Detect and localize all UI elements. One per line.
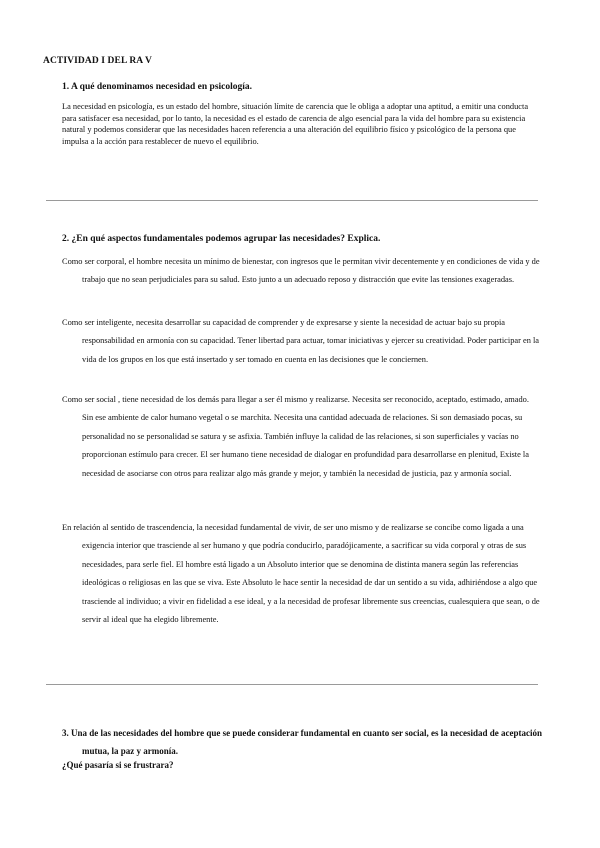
answer-2-social: [62, 391, 542, 483]
divider: [46, 200, 538, 201]
question-1: 1. A qué denominamos necesidad en psicología.: [62, 82, 253, 92]
question-3-followup: ¿Qué pasaría si se frustrara?: [62, 760, 174, 770]
divider: [46, 684, 538, 685]
question-2: 2. ¿En qué aspectos fundamentales podemos agrupar las necesidades? Explica.: [62, 234, 381, 244]
paragraph: Como ser inteligente, necesita desarrollar su capacidad de comprender y de expresarse y siente la necesidad de actuar bajo su propia responsabilidad en armonía con su capacidad. Tener libertad para actuar, tomar iniciativas y ejercer su creatividad. Poder participar en la vida de los grupos en los que está insertado y ser tomado en cuenta en las decisiones que le conciernen.: [62, 318, 540, 364]
page-title: ACTIVIDAD I DEL RA V: [43, 56, 152, 66]
paragraph: Como ser corporal, el hombre necesita un mínimo de bienestar, con ingresos que le permitan vivir decentemente y en condiciones de vida y de trabajo que no sean perjudiciales para su salud. Esto junto a un adecuado reposo y distracción que evite las tensiones exageradas.: [62, 257, 540, 285]
answer-1: La necesidad en psicología, es un estado del hombre, situación límite de carencia que le obliga a adoptar una aptitud, a emitir una conducta para satisfacer esa necesidad, por lo tanto, la necesidad es el estado de carencia de algo esencial para la vida del hombre para su existencia natural y podemos considerar que las necesidades hacen referencia a una alteración del equilibrio físico y psicológico de la persona que impulsa a la acción para restablecer de nuevo el equilibrio.: [62, 102, 529, 147]
answer-2-inteligente: [62, 314, 542, 369]
paragraph: En relación al sentido de trascendencia, la necesidad fundamental de vivir, de ser uno mismo y de realizarse se concibe como ligada a una exigencia interior que trasciende al ser humano y que podría conducirlo, paradójicamente, a sacrificar su vida corporal y otras de sus necesidades, para serle fiel. El hombre está ligado a un Absoluto interior que se denomina de distinta manera según las referencias ideológicas o religiosas en las que se viva. Este Absoluto le hace sentir la necesidad de dar un sentido a su vida, adhiriéndose a algo que trasciende al individuo; a vivir en fidelidad a ese ideal, y a la necesidad de profesar libremente sus creencias, cualesquiera que sean, o de servir al ideal que ha elegido libremente.: [62, 523, 540, 625]
answer-2-trascendencia: [62, 519, 542, 629]
paragraph: Como ser social , tiene necesidad de los demás para llegar a ser él mismo y realizarse. Necesita ser reconocido, aceptado, estimado, amado. Sin ese ambiente de calor humano vegetal o se marchita. Necesita una cantidad adecuada de relaciones. Si son demasiado pocas, su personalidad no se personalidad se satura y se asfixia. También influye la calidad de las relaciones, si son superficiales y vacías no proporcionan estímulo para crecer. El ser humano tiene necesidad de dialogar en profundidad para desarrollarse en plenitud, Existe la necesidad de asociarse con otros para realizar algo más grande y mejor, y también la necesidad de justicia, paz y armonía social.: [62, 395, 529, 478]
question-3: 3. Una de las necesidades del hombre que se puede considerar fundamental en cuanto ser social, es la necesidad de aceptación mutua, la paz y armonía.: [62, 728, 543, 756]
answer-2-corporal: [62, 253, 542, 290]
